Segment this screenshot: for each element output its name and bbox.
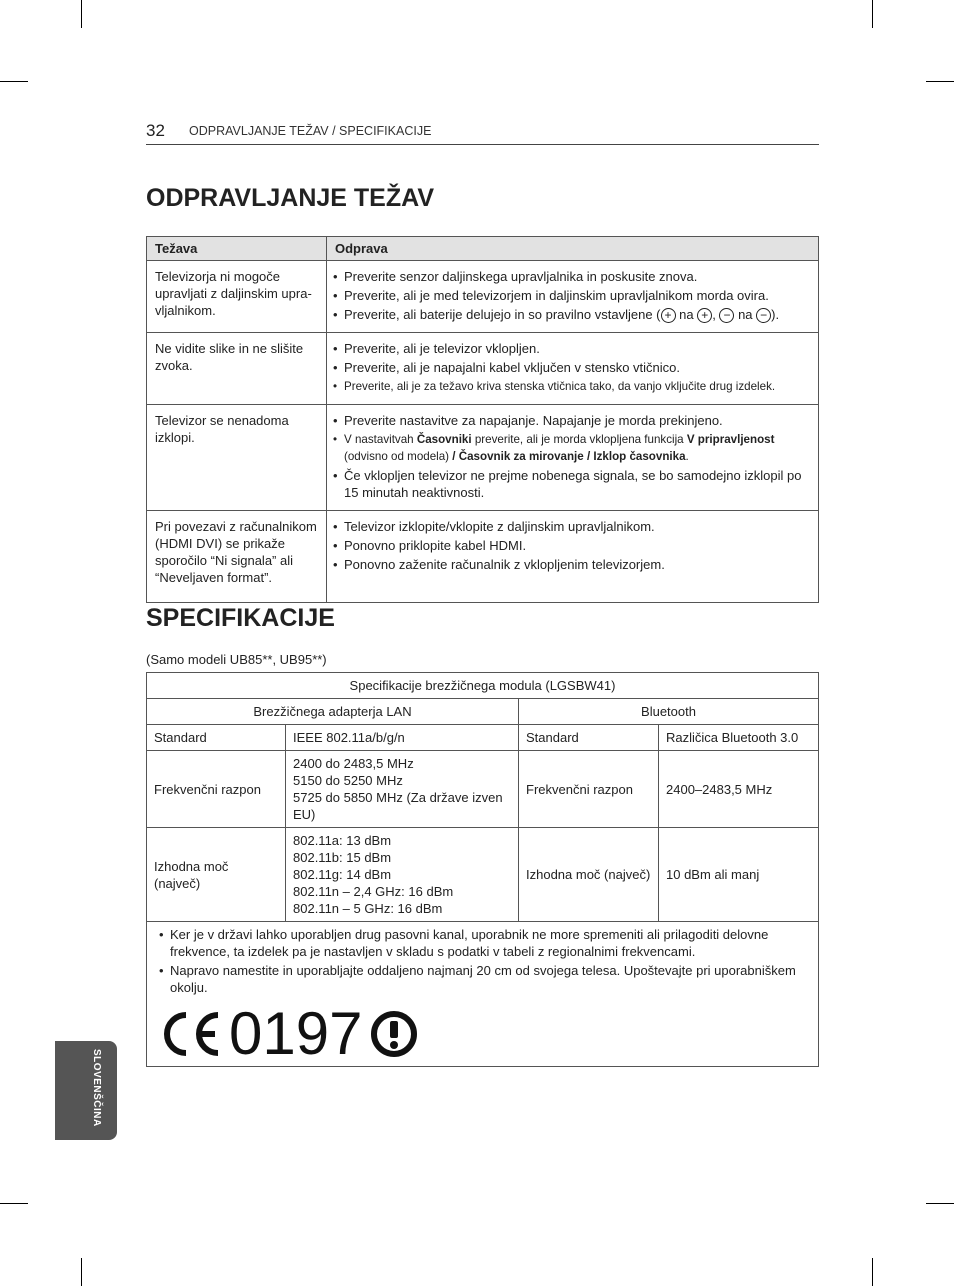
specifications-table	[146, 672, 819, 1067]
spec-group-row	[147, 699, 819, 725]
crop-mark	[926, 81, 954, 82]
problem-cell: Televizorja ni mogoče upravljati z daljinskim upra-vljalnikom.	[147, 261, 327, 333]
notes-cell	[147, 922, 819, 1067]
solution-cell	[327, 511, 819, 603]
spec-value: IEEE 802.11a/b/g/n	[286, 725, 519, 751]
minus-icon: −	[756, 308, 771, 323]
troubleshooting-title: ODPRAVLJANJE TEŽAV	[146, 184, 435, 212]
solution-item: • Preverite, ali je med televizorjem in daljinskim upravljalnikom morda ovira.	[333, 287, 812, 304]
note-item: • Napravo namestite in uporabljajte oddaljeno najmanj 20 cm od svojega telesa. Upoštevajte pri uporabniškem okolju.	[159, 962, 808, 996]
crop-mark	[81, 0, 82, 28]
solution-item: • Televizor izklopite/vklopite z daljinskim upravljalnikom.	[333, 518, 812, 535]
spec-label: Frekvenčni razpon	[519, 751, 659, 828]
solution-item: • V nastavitvah Časovniki preverite, ali je morda vklopljena funkcija V pripravljenost (odvisno od modela) / Časovnik za mirovanje / Izklop časovnika.	[333, 431, 812, 465]
solution-cell	[327, 405, 819, 511]
page-number: 32	[146, 121, 165, 140]
ce-marking	[159, 998, 808, 1067]
crop-mark	[926, 1203, 954, 1204]
troubleshooting-table	[146, 236, 819, 603]
crop-mark	[81, 1258, 82, 1286]
ce-notified-body-number: 0197	[229, 1000, 363, 1067]
specifications-title: SPECIFIKACIJE	[146, 604, 335, 632]
spec-value: 802.11a: 13 dBm 802.11b: 15 dBm 802.11g: 14 dBm 802.11n – 2,4 GHz: 16 dBm 802.11n – 5 GHz: 16 dBm	[286, 828, 519, 922]
crop-mark	[872, 0, 873, 28]
solution-item: • Ponovno priklopite kabel HDMI.	[333, 537, 812, 554]
ce-mark-icon	[159, 1010, 223, 1058]
solution-item: • Preverite, ali je za težavo kriva stenska vtičnica tako, da vanjo vključite drug izdelek.	[333, 378, 812, 395]
models-note: (Samo modeli UB85**, UB95**)	[146, 652, 327, 667]
problem-cell: Televizor se nenadoma izklopi.	[147, 405, 327, 511]
spec-title-row	[147, 673, 819, 699]
table-row	[147, 828, 819, 922]
language-tab	[55, 1041, 117, 1140]
table-row	[147, 751, 819, 828]
running-header: ODPRAVLJANJE TEŽAV / SPECIFIKACIJE	[189, 124, 432, 138]
minus-icon: −	[719, 308, 734, 323]
table-row	[147, 511, 819, 603]
table-row	[147, 725, 819, 751]
column-header-solution: Odprava	[327, 237, 819, 261]
solution-item: • Če vklopljen televizor ne prejme nobenega signala, se bo samodejno izklopil po 15 minutah neaktivnosti.	[333, 467, 812, 501]
spec-value: 2400 do 2483,5 MHz 5150 do 5250 MHz 5725 do 5850 MHz (Za države izven EU)	[286, 751, 519, 828]
spec-label: Frekvenčni razpon	[147, 751, 286, 828]
header-rule	[146, 144, 819, 145]
spec-label: Izhodna moč (največ)	[147, 828, 286, 922]
solution-item: • Ponovno zaženite računalnik z vklopljenim televizorjem.	[333, 556, 812, 573]
table-row	[147, 405, 819, 511]
language-tab-label: SLOVENŠČINA	[91, 1049, 102, 1127]
solution-item: • Preverite senzor daljinskega upravljalnika in poskusite znova.	[333, 268, 812, 285]
problem-cell: Ne vidite slike in ne slišite zvoka.	[147, 333, 327, 405]
spec-label: Standard	[147, 725, 286, 751]
plus-icon: +	[697, 308, 712, 323]
column-header-problem: Težava	[147, 237, 327, 261]
solution-item: • Preverite, ali baterije delujejo in so pravilno vstavljene ( + na + , − na − ).	[333, 306, 812, 323]
crop-mark	[0, 81, 28, 82]
bluetooth-header: Bluetooth	[519, 699, 819, 725]
solution-cell	[327, 261, 819, 333]
spec-value: 2400–2483,5 MHz	[659, 751, 819, 828]
solution-item: • Preverite nastavitve za napajanje. Napajanje je morda prekinjeno.	[333, 412, 812, 429]
solution-item: • Preverite, ali je napajalni kabel vključen v stensko vtičnico.	[333, 359, 812, 376]
solution-item: • Preverite, ali je televizor vklopljen.	[333, 340, 812, 357]
crop-mark	[872, 1258, 873, 1286]
problem-cell: Pri povezavi z računalnikom (HDMI DVI) se prikaže sporočilo “Ni signala” ali “Neveljaven format”.	[147, 511, 327, 603]
spec-value: 10 dBm ali manj	[659, 828, 819, 922]
crop-mark	[0, 1203, 28, 1204]
plus-icon: +	[661, 308, 676, 323]
notes-row	[147, 922, 819, 1067]
table-header-row	[147, 237, 819, 261]
solution-cell	[327, 333, 819, 405]
alert-icon	[370, 1010, 418, 1058]
lan-header: Brezžičnega adapterja LAN	[147, 699, 519, 725]
spec-value: Različica Bluetooth 3.0	[659, 725, 819, 751]
note-item: • Ker je v državi lahko uporabljen drug pasovni kanal, uporabnik ne more spremeniti ali prilagoditi delovne frekvence, ta izdelek pa je nastavljen v skladu s podatki v tabeli z regionalnimi frekvencami.	[159, 926, 808, 960]
spec-label: Izhodna moč (največ)	[519, 828, 659, 922]
spec-label: Standard	[519, 725, 659, 751]
table-row	[147, 261, 819, 333]
spec-table-title: Specifikacije brezžičnega modula (LGSBW41)	[147, 673, 819, 699]
table-row	[147, 333, 819, 405]
